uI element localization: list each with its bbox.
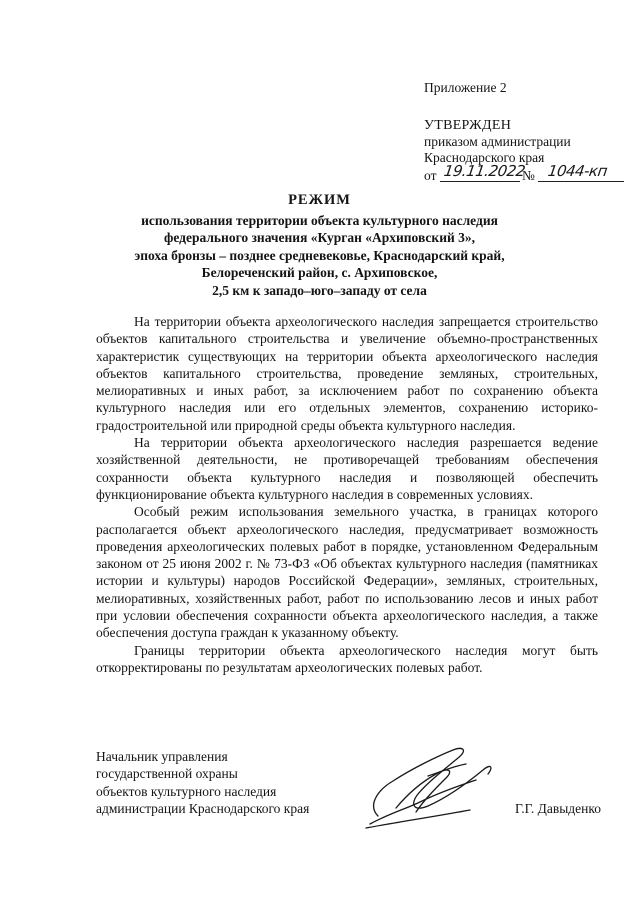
approval-block: [424, 118, 624, 184]
signatory-name: Г.Г. Давыденко: [514, 801, 601, 816]
signatory-title-line: объектов культурного наследия: [96, 783, 277, 799]
signatory-title-line: Начальник управления: [96, 749, 228, 764]
paragraph-boundaries: Границы территории объекта археологического наследия могут быть откорректированы по результатам археологических полевых работ.: [96, 642, 598, 675]
appendix-label: Приложение 2: [424, 80, 507, 95]
date-prefix: от: [424, 168, 437, 183]
title-line: 2,5 км к западо–юго–западу от села: [212, 282, 427, 298]
order-line-1: приказом администрации: [424, 134, 571, 149]
signatory-title-line: администрации Краснодарского края: [96, 800, 310, 816]
title-heading: РЕЖИМ: [288, 192, 351, 208]
title-line: Белореченский район, с. Архиповское,: [201, 265, 438, 280]
title-line: федерального значения «Курган «Архиповский 3»,: [163, 230, 476, 245]
handwritten-number: 1044-кп: [546, 162, 609, 180]
title-line: эпоха бронзы – позднее средневековье, Краснодарский край,: [134, 247, 505, 263]
number-underline: [538, 181, 624, 182]
order-line-2: Краснодарского края: [424, 150, 545, 165]
signatory-title: [96, 748, 309, 817]
paragraph-special-regime: Особый режим использования земельного участка, в границах которого располагается объект археологического наследия, предусматривает возможность проведения археологических полевых работ в порядке, установленном Федеральным законом от 25 июня 2002 г. № 73-ФЗ «Об объектах культурного наследия (памятниках истории и культуры) народов Российской Федерации», земляных, строительных, мелиоративных, хозяйственных работ, работ по использованию лесов и иных работ при условии обеспечения сохранности объекта археологического наследия, а также обеспечения доступа граждан к указанному объекту.: [96, 504, 598, 641]
order-date-number-line: [424, 162, 624, 184]
handwritten-signature-icon: [358, 736, 508, 831]
approved-stamp-label: УТВЕРЖДЕН: [424, 118, 512, 133]
date-underline: [440, 181, 520, 182]
signature-block: [96, 748, 601, 828]
number-prefix: №: [522, 168, 535, 183]
document-title: [80, 192, 559, 299]
signatory-title-line: государственной охраны: [96, 766, 238, 782]
document-body: [96, 313, 598, 676]
handwritten-date: 19.11.2022: [442, 162, 527, 180]
title-line: использования территории объекта культурного наследия: [141, 212, 498, 228]
paragraph-prohibitions: На территории объекта археологического наследия запрещается строительство объектов капитального строительства и увеличение объемно-пространственных характеристик существующих на территории объекта археологического наследия объектов капитального строительства, проведение земляных, строительных, мелиоративных и иных работ, за исключением работ по сохранению объекта культурного наследия или его отдельных элементов, сохранению историко-градостроительной или природной среды объекта культурного наследия.: [96, 314, 598, 433]
paragraph-permissions: На территории объекта археологического наследия разрешается ведение хозяйственной деятельности, не противоречащей требованиям обеспечения сохранности объекта культурного наследия и позволяющей обеспечить функционирование объекта культурного наследия в современных условиях.: [96, 435, 598, 502]
